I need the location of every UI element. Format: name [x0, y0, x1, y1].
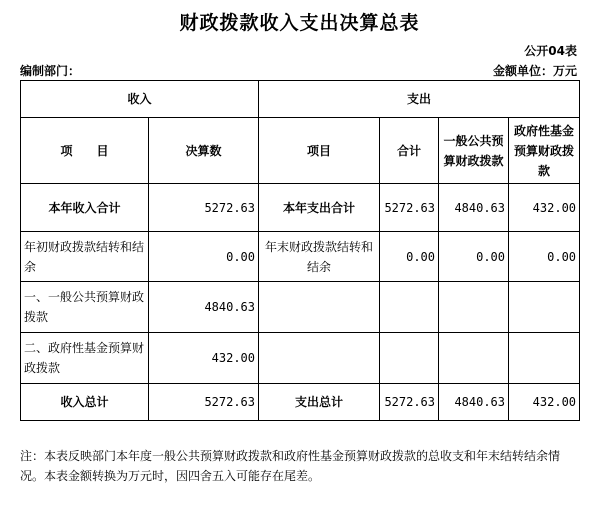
- carry-exp-total: 0.00: [380, 232, 439, 282]
- sum-income-value: 5272.63: [149, 384, 259, 421]
- empty-cell: [509, 333, 580, 384]
- unit-label: 金额单位：万元: [492, 64, 577, 78]
- footnote: 注：本表反映部门本年度一般公共预算财政拨款和政府性基金预算财政拨款的总收支和年末结转结余情况。本表金额转换为万元时，因四舍五入可能存在尾差。: [20, 449, 561, 483]
- carry-exp-fund: 0.00: [509, 232, 580, 282]
- actual-header: 决算数: [149, 118, 259, 184]
- sum-exp-label: 支出总计: [259, 384, 380, 421]
- empty-cell: [380, 282, 439, 333]
- sum-exp-general: 4840.63: [439, 384, 509, 421]
- total-header: 合计: [380, 118, 439, 184]
- sum-exp-fund: 432.00: [509, 384, 580, 421]
- expense-header: 支出: [259, 81, 580, 118]
- fund-income-label: 二、政府性基金预算财政拨款: [21, 333, 149, 384]
- fund-budget-header: 政府性基金预算财政拨款: [509, 118, 580, 184]
- current-exp-total: 5272.63: [380, 184, 439, 232]
- empty-cell: [509, 282, 580, 333]
- empty-cell: [380, 333, 439, 384]
- carry-income-label: 年初财政拨款结转和结余: [21, 232, 149, 282]
- fund-income-value: 432.00: [149, 333, 259, 384]
- empty-cell: [259, 282, 380, 333]
- general-income-label: 一、一般公共预算财政拨款: [21, 282, 149, 333]
- current-exp-label: 本年支出合计: [259, 184, 380, 232]
- empty-cell: [259, 333, 380, 384]
- current-exp-fund: 432.00: [509, 184, 580, 232]
- empty-cell: [439, 333, 509, 384]
- sum-income-label: 收入总计: [21, 384, 149, 421]
- item-header: 项 目: [21, 118, 149, 184]
- sum-exp-total: 5272.63: [380, 384, 439, 421]
- carry-exp-label: 年末财政拨款结转和结余: [259, 232, 380, 282]
- carry-income-value: 0.00: [149, 232, 259, 282]
- income-header: 收入: [21, 81, 259, 118]
- current-income-label: 本年收入合计: [21, 184, 149, 232]
- current-exp-general: 4840.63: [439, 184, 509, 232]
- exp-item-header: 项目: [259, 118, 380, 184]
- current-income-value: 5272.63: [149, 184, 259, 232]
- general-budget-header: 一般公共预算财政拨款: [439, 118, 509, 184]
- general-income-value: 4840.63: [149, 282, 259, 333]
- page-title: 财政拨款收入支出决算总表: [179, 12, 420, 34]
- empty-cell: [439, 282, 509, 333]
- form-number: 公开04表: [524, 44, 577, 58]
- dept-label: 编制部门：: [20, 64, 81, 78]
- summary-table: [20, 80, 580, 421]
- carry-exp-general: 0.00: [439, 232, 509, 282]
